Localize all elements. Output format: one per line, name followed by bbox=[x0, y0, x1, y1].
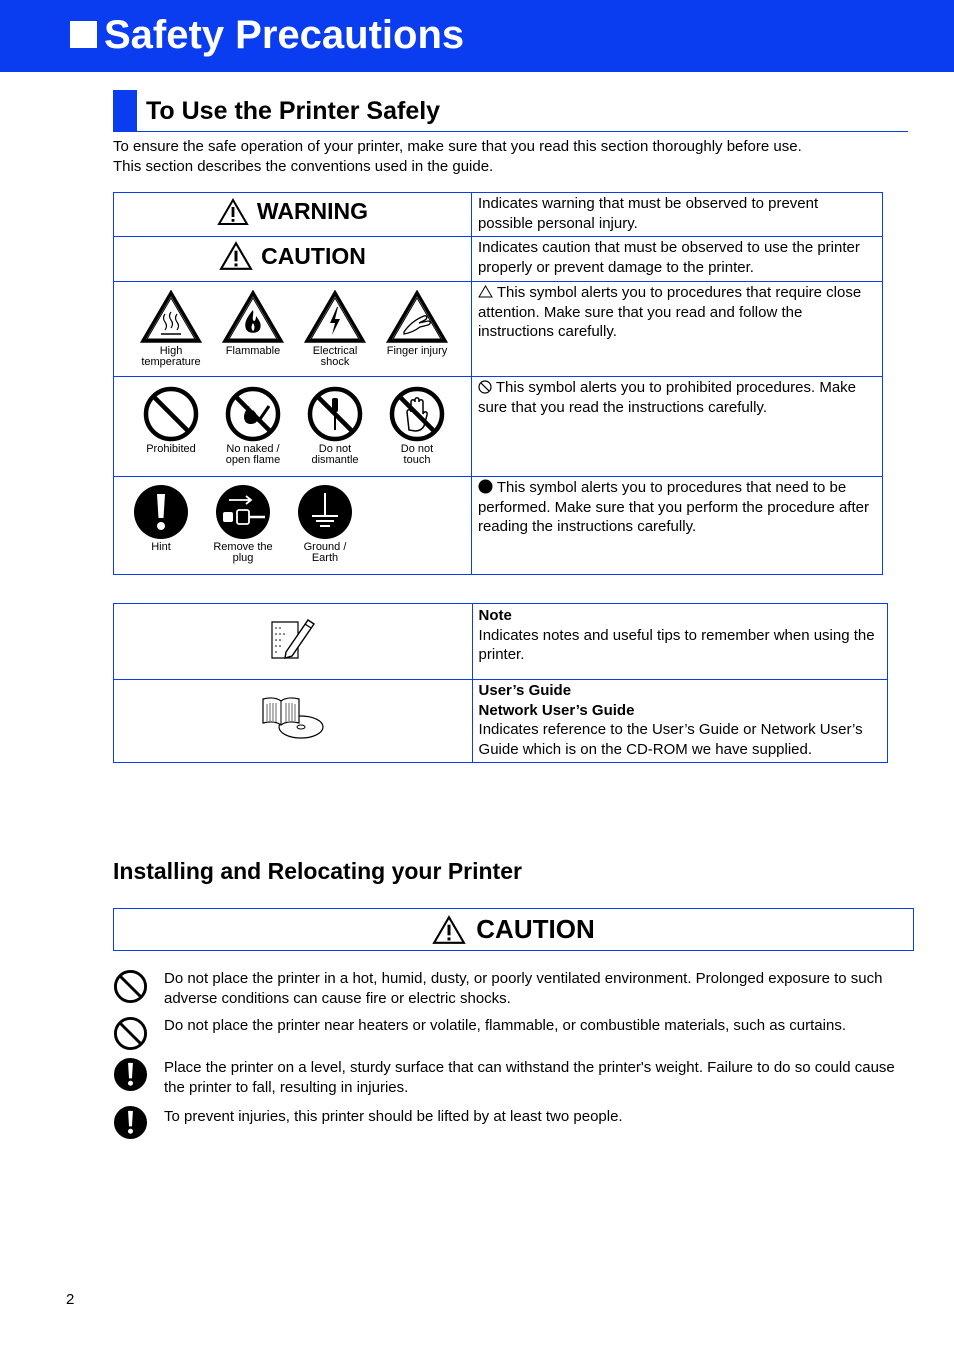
warning-description: Indicates warning that must be observed to prevent possible personal injury. bbox=[471, 193, 882, 237]
note-row bbox=[114, 604, 888, 680]
remove-plug-icon bbox=[215, 484, 271, 540]
prohibited-row bbox=[114, 377, 883, 477]
ground-earth-icon bbox=[297, 484, 353, 540]
intro-line: To ensure the safe operation of your printer, make sure that you read this section thoroughly before use. bbox=[113, 138, 802, 155]
symbol-caption: Do not touch bbox=[400, 443, 434, 466]
page-title: Safety Precautions bbox=[104, 13, 465, 57]
section-divider bbox=[137, 131, 908, 132]
mandatory-dot-icon bbox=[478, 479, 493, 494]
note-pencil-icon bbox=[268, 616, 318, 662]
hint-symbol bbox=[120, 484, 202, 564]
reference-table bbox=[113, 603, 888, 763]
alert-description: This symbol alerts you to procedures that require close attention. Make sure that you read and follow the instructions carefully. bbox=[477, 284, 862, 340]
warning-row bbox=[114, 193, 883, 237]
high-temperature-symbol bbox=[130, 290, 212, 368]
mandatory-description: This symbol alerts you to procedures that need to be performed. Make sure that you perform the procedure after reading the instructions carefully. bbox=[477, 479, 869, 535]
mandatory-row bbox=[114, 477, 883, 575]
book-cdrom-icon bbox=[261, 695, 325, 741]
no-open-flame-symbol bbox=[212, 386, 294, 466]
flammable-icon bbox=[222, 290, 284, 344]
warning-signal bbox=[217, 198, 368, 226]
symbol-caption: Electrical shock bbox=[312, 345, 358, 368]
mandatory-icon bbox=[113, 1057, 148, 1092]
do-not-touch-symbol bbox=[376, 386, 458, 466]
prohibited-icon bbox=[113, 969, 148, 1004]
caution-item-text: Place the printer on a level, sturdy surface that can withstand the printer's weight. Failure to do so could cause the printer to fall, resulting in injuries. bbox=[164, 1059, 895, 1096]
high-temperature-icon bbox=[140, 290, 202, 344]
symbol-caption: Finger injury bbox=[386, 345, 448, 357]
note-description: Indicates notes and useful tips to remember when using the printer. bbox=[478, 626, 875, 663]
prohibited-description: This symbol alerts you to prohibited procedures. Make sure that you read the instructions carefully. bbox=[477, 379, 857, 416]
caution-triangle-icon bbox=[219, 241, 253, 271]
guide-description: Indicates reference to the User’s Guide or Network User’s Guide which is on the CD-ROM we have supplied. bbox=[478, 721, 863, 758]
caution-row bbox=[114, 237, 883, 282]
network-users-guide-title: Network User’s Guide bbox=[478, 701, 635, 719]
finger-injury-icon bbox=[386, 290, 448, 344]
install-caution-label: CAUTION bbox=[476, 914, 595, 944]
caution-triangle-icon bbox=[432, 915, 466, 945]
symbol-caption: Do not dismantle bbox=[311, 443, 359, 466]
symbol-caption: No naked / open flame bbox=[225, 443, 281, 466]
users-guide-title: User’s Guide bbox=[478, 682, 572, 699]
prohibited-small-icon bbox=[478, 380, 492, 394]
caution-description: Indicates caution that must be observed to use the printer properly or prevent damage to the printer. bbox=[471, 237, 882, 282]
conventions-table bbox=[113, 192, 883, 575]
symbol-caption: Hint bbox=[151, 541, 171, 553]
intro-text bbox=[113, 137, 802, 177]
prohibited-icon bbox=[143, 386, 199, 442]
finger-injury-symbol bbox=[376, 290, 458, 368]
remove-plug-symbol bbox=[202, 484, 284, 564]
caution-item-text: Do not place the printer near heaters or volatile, flammable, or combustible materials, such as curtains. bbox=[164, 1017, 846, 1034]
install-section-title: Installing and Relocating your Printer bbox=[113, 858, 522, 884]
symbol-caption: Ground / Earth bbox=[303, 541, 347, 564]
caution-signal bbox=[219, 241, 366, 271]
install-caution-banner bbox=[113, 908, 914, 951]
guide-row bbox=[114, 680, 888, 763]
caution-item-text: Do not place the printer in a hot, humid, dusty, or poorly ventilated environment. Prolonged exposure to such adverse conditions can cause fire or electric shocks. bbox=[164, 970, 883, 1007]
do-not-dismantle-icon bbox=[307, 386, 363, 442]
alert-row bbox=[114, 282, 883, 377]
section-title: To Use the Printer Safely bbox=[146, 97, 441, 125]
prohibited-icon bbox=[113, 1016, 148, 1051]
page-number: 2 bbox=[66, 1291, 75, 1308]
electrical-shock-icon bbox=[304, 290, 366, 344]
note-title: Note bbox=[478, 607, 512, 624]
do-not-dismantle-symbol bbox=[294, 386, 376, 466]
ground-earth-symbol bbox=[284, 484, 366, 564]
warning-triangle-icon bbox=[217, 198, 249, 226]
mandatory-icon bbox=[113, 1105, 148, 1140]
section-marker bbox=[113, 90, 137, 132]
symbol-caption: Prohibited bbox=[146, 443, 196, 455]
flammable-symbol bbox=[212, 290, 294, 368]
symbol-caption: Remove the plug bbox=[213, 541, 273, 564]
header-banner bbox=[0, 0, 954, 72]
symbol-caption: High temperature bbox=[141, 345, 201, 368]
prohibited-symbol bbox=[130, 386, 212, 466]
mandatory-action-icon bbox=[133, 484, 189, 540]
caution-outline-triangle-icon bbox=[478, 285, 493, 298]
no-open-flame-icon bbox=[225, 386, 281, 442]
do-not-touch-icon bbox=[389, 386, 445, 442]
symbol-caption: Flammable bbox=[225, 345, 281, 357]
bullet-square-icon bbox=[70, 21, 97, 48]
caution-item-text: To prevent injuries, this printer should be lifted by at least two people. bbox=[164, 1108, 623, 1125]
warning-label: WARNING bbox=[256, 198, 369, 224]
caution-label: CAUTION bbox=[261, 242, 366, 269]
intro-line: This section describes the conventions used in the guide. bbox=[113, 158, 494, 175]
electrical-shock-symbol bbox=[294, 290, 376, 368]
